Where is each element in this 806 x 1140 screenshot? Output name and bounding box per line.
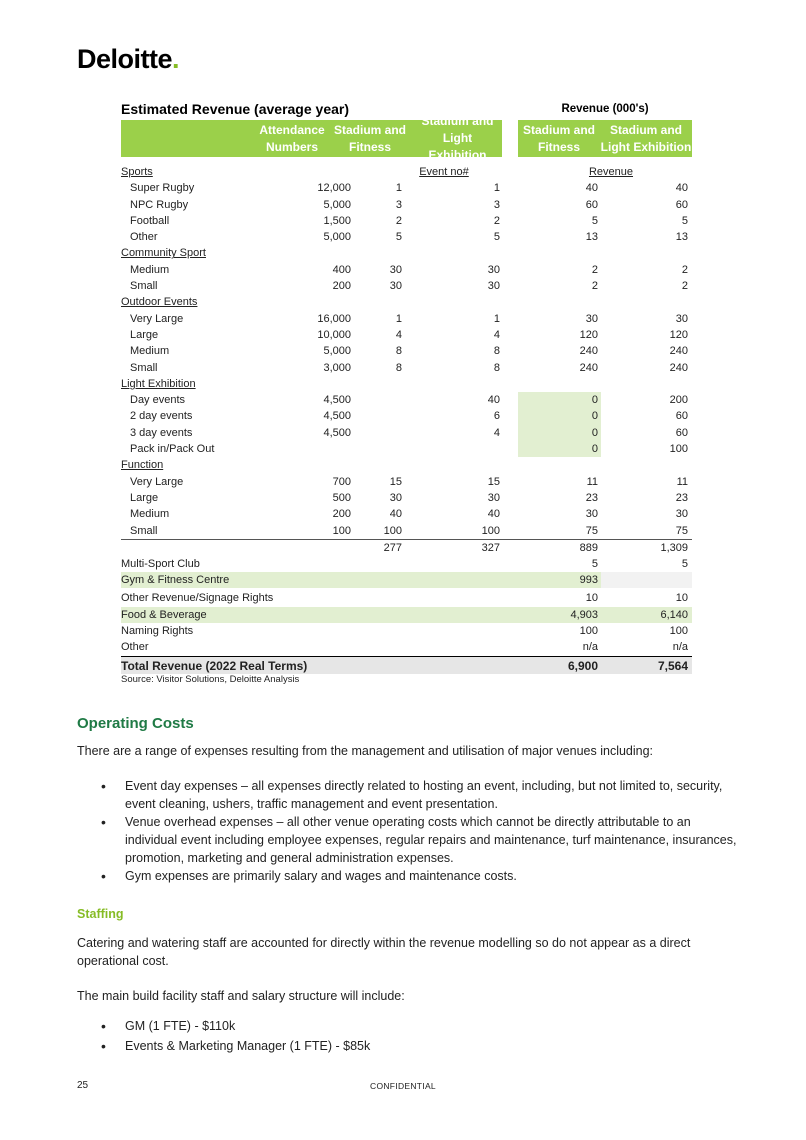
table-row: [121, 327, 692, 343]
attendance-cell: 4,500: [323, 394, 351, 407]
table-row: [121, 572, 692, 588]
table-source: Source: Visitor Solutions, Deloitte Analysis: [121, 674, 300, 685]
revenue-light-cell: 60: [675, 426, 688, 439]
list-item: • Venue overhead expenses – all other venue operating costs which cannot be directly attributable to an individual event including employee expenses, regular repairs and maintenance, turf maintenance, insurances, promotion, marketing and general administration expenses.: [101, 814, 737, 865]
row-label: NPC Rugby: [130, 198, 189, 211]
events-fitness-cell: 100: [383, 524, 402, 537]
revenue-fitness-cell: 5: [591, 214, 598, 227]
row-label: Super Rugby: [130, 182, 195, 195]
revenue-fitness-cell: 23: [585, 491, 598, 504]
operating-intro: There are a range of expenses resulting from the management and utilisation of major venues including:: [77, 744, 654, 758]
table-row: [121, 623, 692, 639]
revenue-light-cell: n/a: [672, 641, 688, 654]
row-label: Small: [130, 280, 158, 293]
revenue-light-cell: 2: [681, 280, 688, 293]
revenue-light-cell: 30: [675, 312, 688, 325]
row-label: Outdoor Events: [121, 296, 198, 309]
header-rev-stadium-light: Stadium and Light Exhibition: [600, 122, 692, 154]
attendance-cell: 700: [332, 475, 351, 488]
row-label: Food & Beverage: [121, 608, 207, 621]
table-row: [121, 311, 692, 327]
revenue-light-cell: 2: [681, 263, 688, 276]
events-fitness-cell: 3: [395, 198, 402, 211]
events-fitness-cell: 30: [389, 491, 402, 504]
fitness-highlight-cell: [518, 408, 601, 424]
revenue-light-cell: 7,564: [657, 658, 688, 673]
events-light-cell: 100: [481, 524, 500, 537]
events-light-cell: 15: [487, 475, 500, 488]
attendance-cell: 200: [332, 508, 351, 521]
revenue-fitness-cell: 6,900: [567, 658, 598, 673]
table-row: [121, 343, 692, 359]
revenue-light-cell: 5: [681, 214, 688, 227]
table-header-left: [121, 114, 502, 162]
table-row: [121, 229, 692, 245]
row-label: Large: [130, 328, 159, 341]
table-row: [121, 213, 692, 229]
revenue-light-cell: 240: [669, 361, 688, 374]
table-row: [121, 457, 692, 473]
row-label: Medium: [130, 345, 170, 358]
header-rev-stadium-fitness: Stadium and Fitness: [522, 122, 595, 154]
staffing-para-1: Catering and watering staff are accounted for directly within the revenue modelling so do not appear as a direct operational cost.: [77, 936, 691, 968]
events-light-cell: 40: [487, 508, 500, 521]
table-row: [121, 376, 692, 392]
revenue-light-cell: 11: [676, 475, 688, 488]
events-light-cell: 8: [493, 345, 500, 358]
deloitte-logo: Deloitte.: [77, 44, 180, 74]
table-row: [121, 590, 692, 606]
events-fitness-cell: 15: [389, 475, 402, 488]
row-label: 3 day events: [130, 426, 193, 439]
revenue-fitness-cell: 2: [591, 263, 598, 276]
list-item: • Events & Marketing Manager (1 FTE) - $85k: [101, 1038, 371, 1054]
events-fitness-cell: 277: [383, 541, 402, 554]
table-row: [121, 656, 692, 674]
revenue-fitness-cell: 0: [591, 410, 598, 423]
table-row: [121, 490, 692, 506]
events-light-cell: 4: [493, 426, 500, 439]
events-fitness-cell: 40: [389, 508, 402, 521]
attendance-cell: 3,000: [323, 361, 351, 374]
table-row: [121, 474, 692, 490]
row-label: Sports: [121, 166, 153, 178]
revenue-light-cell: 30: [675, 508, 688, 521]
revenue-fitness-cell: 4,903: [570, 608, 598, 621]
attendance-cell: 16,000: [317, 312, 351, 325]
table-row: [121, 523, 692, 539]
table-row: [121, 294, 692, 310]
revenue-light-cell: 100: [669, 443, 688, 456]
revenue-light-cell: 120: [669, 328, 688, 341]
table-title: Estimated Revenue (average year): [121, 101, 349, 117]
row-label: Pack in/Pack Out: [130, 443, 215, 456]
events-light-cell: 40: [487, 394, 500, 407]
list-item: • Event day expenses – all expenses directly related to hosting an event, including, but not limited to, security, event cleaning, ushers, traffic management and event presentation.: [101, 778, 723, 811]
revenue-light-cell: 10: [675, 592, 688, 605]
fitness-highlight-cell: [518, 425, 601, 441]
revenue-light-cell: 13: [675, 231, 688, 244]
table-row: [121, 556, 692, 572]
staffing-heading: Staffing: [77, 907, 124, 921]
revenue-light-cell: 75: [675, 524, 688, 537]
events-fitness-cell: 5: [395, 231, 402, 244]
attendance-cell: 1,500: [323, 214, 351, 227]
attendance-cell: 12,000: [317, 182, 351, 195]
events-light-cell: 30: [487, 491, 500, 504]
events-light-cell: 6: [493, 410, 500, 423]
table-row: [121, 539, 692, 556]
row-label: 2 day events: [130, 410, 193, 423]
page-number: 25: [77, 1080, 89, 1091]
staffing-bullets: [77, 1017, 737, 1055]
row-label: Gym & Fitness Centre: [121, 574, 230, 587]
revenue-light-cell: 6,140: [660, 608, 688, 621]
events-fitness-cell: 4: [395, 328, 402, 341]
row-label: Naming Rights: [121, 625, 194, 638]
events-light-cell: 1: [493, 182, 500, 195]
revenue-fitness-cell: 13: [585, 231, 598, 244]
operating-costs-heading: Operating Costs: [77, 715, 194, 732]
table-row: [121, 180, 692, 196]
table-row: [121, 360, 692, 376]
revenue-label: Revenue: [588, 166, 634, 178]
row-label: Multi-Sport Club: [121, 557, 200, 570]
row-label: Function: [121, 459, 164, 472]
header-stadium-light: Stadium and Light Exhibition: [421, 114, 494, 162]
confidential-label: CONFIDENTIAL: [370, 1081, 436, 1091]
events-fitness-cell: 30: [389, 263, 402, 276]
table-row: [121, 408, 692, 424]
revenue-light-cell: 23: [675, 491, 688, 504]
header-attendance: Attendance Numbers: [259, 122, 325, 154]
attendance-cell: 200: [332, 280, 351, 293]
events-fitness-cell: 8: [395, 345, 402, 358]
events-light-cell: 2: [493, 214, 500, 227]
revenue-fitness-cell: 5: [591, 557, 598, 570]
row-label: Total Revenue (2022 Real Terms): [121, 658, 308, 673]
attendance-cell: 5,000: [323, 345, 351, 358]
row-label: Other: [121, 641, 149, 654]
events-fitness-cell: 8: [395, 361, 402, 374]
revenue-light-cell: 40: [675, 182, 688, 195]
table-row: [121, 425, 692, 441]
revenue-table: [121, 164, 692, 674]
revenue-fitness-cell: 100: [579, 625, 598, 638]
row-label: Other: [130, 231, 158, 244]
row-label: Light Exhibition: [121, 377, 196, 390]
attendance-cell: 5,000: [323, 231, 351, 244]
events-fitness-cell: 2: [395, 214, 402, 227]
revenue-fitness-cell: 40: [585, 182, 598, 195]
events-light-cell: 8: [493, 361, 500, 374]
revenue-fitness-cell: 993: [579, 574, 598, 587]
revenue-fitness-cell: 75: [585, 524, 598, 537]
row-label: Small: [130, 524, 158, 537]
events-light-cell: 327: [481, 541, 500, 554]
revenue-fitness-cell: 240: [579, 361, 598, 374]
row-label: Medium: [130, 263, 170, 276]
events-light-cell: 4: [493, 328, 500, 341]
revenue-fitness-cell: 60: [585, 198, 598, 211]
header-stadium-fitness: Stadium and Fitness: [333, 122, 406, 154]
row-label: Football: [130, 214, 170, 227]
table-row: [121, 441, 692, 457]
grey-row-bg: [601, 572, 692, 588]
attendance-cell: 4,500: [323, 426, 351, 439]
revenue-fitness-cell: 11: [586, 475, 598, 488]
table-row: [121, 607, 692, 623]
events-light-cell: 30: [487, 280, 500, 293]
revenue-fitness-cell: 10: [585, 592, 598, 605]
row-label: Day events: [130, 394, 186, 407]
revenue-fitness-cell: 2: [591, 280, 598, 293]
table-row: [121, 639, 692, 655]
revenue-fitness-cell: 30: [585, 312, 598, 325]
table-row: [121, 164, 692, 180]
table-row: [121, 278, 692, 294]
revenue-fitness-cell: 0: [591, 443, 598, 456]
revenue-fitness-cell: 240: [579, 345, 598, 358]
events-fitness-cell: 1: [395, 312, 402, 325]
row-label: Medium: [130, 508, 170, 521]
events-light-cell: 5: [493, 231, 500, 244]
revenue-fitness-cell: 120: [579, 328, 598, 341]
revenue-light-cell: 5: [681, 557, 688, 570]
attendance-cell: 100: [332, 524, 351, 537]
revenue-fitness-cell: 0: [591, 426, 598, 439]
row-label: Community Sport: [121, 247, 206, 260]
revenue-unit-label: Revenue (000's): [561, 103, 649, 115]
row-label: Small: [130, 361, 158, 374]
revenue-light-cell: 240: [669, 345, 688, 358]
attendance-cell: 4,500: [323, 410, 351, 423]
table-row: [121, 262, 692, 278]
revenue-fitness-cell: 889: [579, 541, 598, 554]
row-label: Very Large: [130, 312, 184, 325]
row-label: Other Revenue/Signage Rights: [121, 592, 274, 605]
revenue-fitness-cell: n/a: [582, 641, 598, 654]
attendance-cell: 10,000: [317, 328, 351, 341]
events-light-cell: 1: [493, 312, 500, 325]
table-row: [121, 506, 692, 522]
fitness-highlight-cell: [518, 441, 601, 457]
events-light-cell: 30: [487, 263, 500, 276]
revenue-light-cell: 100: [669, 625, 688, 638]
table-row: [121, 245, 692, 261]
events-fitness-cell: 30: [389, 280, 402, 293]
table-header-right: [518, 120, 692, 157]
events-light-cell: 3: [493, 198, 500, 211]
table-row: [121, 392, 692, 408]
list-item: • GM (1 FTE) - $110k: [101, 1018, 236, 1034]
table-row: [121, 197, 692, 213]
operating-bullets: [77, 777, 737, 885]
list-item: • Gym expenses are primarily salary and wages and maintenance costs.: [101, 868, 517, 884]
row-label: Large: [130, 491, 159, 504]
revenue-light-cell: 1,309: [660, 541, 688, 554]
row-label: Very Large: [130, 475, 184, 488]
event-no-label: Event no#: [419, 166, 469, 178]
events-fitness-cell: 1: [395, 182, 402, 195]
revenue-light-cell: 60: [675, 410, 688, 423]
revenue-light-cell: 200: [669, 394, 688, 407]
staffing-para-2: The main build facility staff and salary structure will include:: [77, 989, 405, 1003]
attendance-cell: 400: [332, 263, 351, 276]
attendance-cell: 5,000: [323, 198, 351, 211]
revenue-light-cell: 60: [675, 198, 688, 211]
revenue-fitness-cell: 30: [585, 508, 598, 521]
revenue-fitness-cell: 0: [591, 394, 598, 407]
fitness-highlight-cell: [518, 392, 601, 408]
attendance-cell: 500: [332, 491, 351, 504]
